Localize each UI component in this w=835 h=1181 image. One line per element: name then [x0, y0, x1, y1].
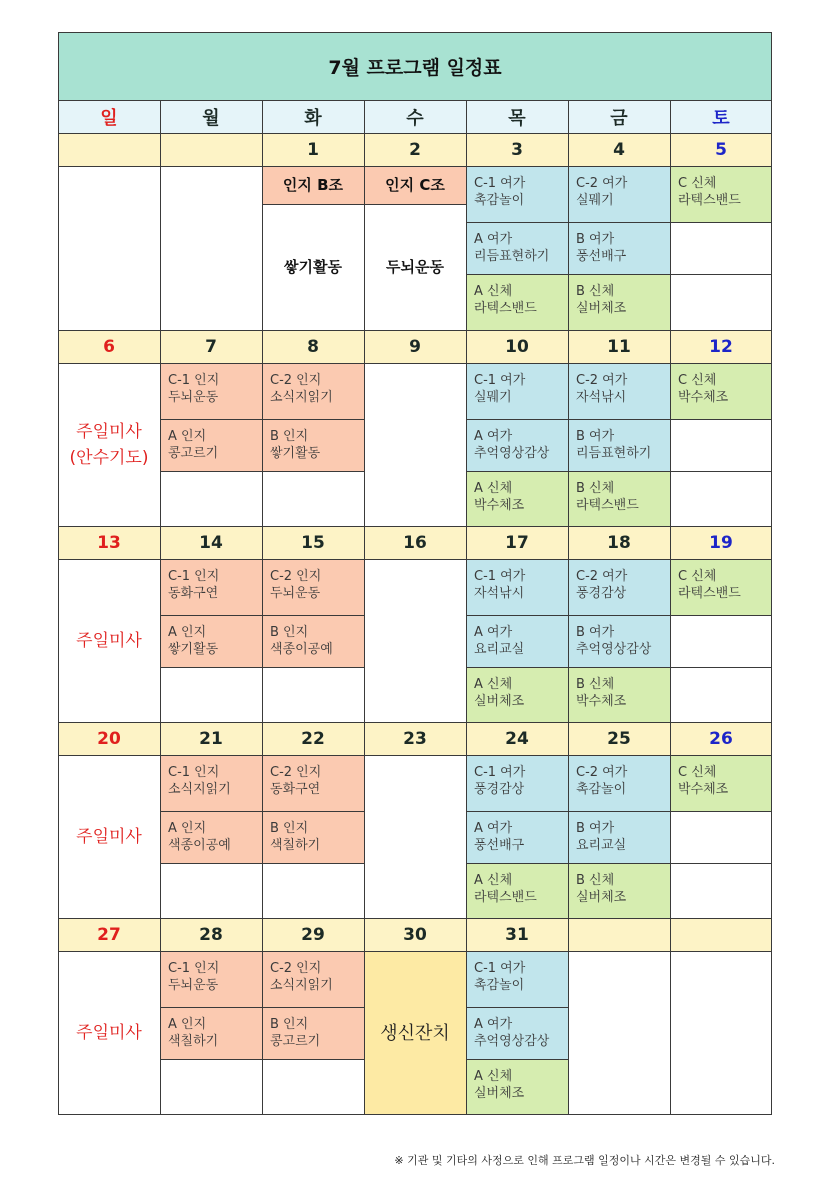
date-cell: 30 [364, 918, 466, 951]
date-cell: 9 [364, 330, 466, 363]
program-cell: A 인지 쌓기활동 [160, 615, 262, 667]
date-cell: 26 [670, 722, 772, 755]
date-cell: 2 [364, 133, 466, 166]
day-header-fri: 금 [568, 100, 670, 133]
date-cell: 19 [670, 526, 772, 559]
program-cell: C-2 인지 소식지읽기 [262, 363, 364, 419]
date-cell: 7 [160, 330, 262, 363]
program-cell: C 신체 박수체조 [670, 363, 772, 419]
group-header: 인지 C조 [364, 166, 466, 204]
group-header: 인지 B조 [262, 166, 364, 204]
program-cell: A 여가 추억영상감상 [466, 419, 568, 471]
program-cell: B 여가 풍선배구 [568, 222, 670, 274]
day-header-sun: 일 [58, 100, 160, 133]
date-cell: 20 [58, 722, 160, 755]
program-cell: C 신체 라텍스밴드 [670, 559, 772, 615]
birthday-party-event: 생신잔치 [364, 951, 466, 1115]
activity-cell: 쌓기활동 [284, 257, 342, 276]
program-cell: C-1 여가 촉감놀이 [466, 951, 568, 1007]
program-cell: A 여가 요리교실 [466, 615, 568, 667]
program-cell: B 인지 색종이공예 [262, 615, 364, 667]
sunday-mass: 주일미사 [76, 630, 142, 651]
date-cell: 28 [160, 918, 262, 951]
date-cell: 3 [466, 133, 568, 166]
program-cell: C-1 인지 동화구연 [160, 559, 262, 615]
date-cell: 16 [364, 526, 466, 559]
day-header-thu: 목 [466, 100, 568, 133]
program-cell: C-2 여가 실뭬기 [568, 166, 670, 222]
date-cell: 8 [262, 330, 364, 363]
program-cell: A 인지 색칠하기 [160, 1007, 262, 1059]
date-cell: 21 [160, 722, 262, 755]
date-cell: 15 [262, 526, 364, 559]
program-cell: B 인지 쌓기활동 [262, 419, 364, 471]
date-cell: 25 [568, 722, 670, 755]
program-cell: C-2 여가 촉감놀이 [568, 755, 670, 811]
program-cell: C-2 인지 동화구연 [262, 755, 364, 811]
page-title: 7월 프로그램 일정표 [58, 32, 772, 100]
program-cell: B 신체 박수체조 [568, 667, 670, 722]
program-cell: A 인지 색종이공예 [160, 811, 262, 863]
program-cell: A 여가 풍선배구 [466, 811, 568, 863]
program-cell: A 신체 실버체조 [466, 667, 568, 722]
program-cell: C-1 여가 자석낚시 [466, 559, 568, 615]
program-cell: B 여가 요리교실 [568, 811, 670, 863]
program-cell: A 신체 실버체조 [466, 1059, 568, 1115]
day-header-sat: 토 [670, 100, 772, 133]
program-cell: A 신체 라텍스밴드 [466, 863, 568, 918]
footnote: ※ 기관 및 기타의 사정으로 인해 프로그램 일정이나 시간은 변경될 수 있습니다. [394, 1154, 775, 1167]
program-cell: C-1 여가 실뭬기 [466, 363, 568, 419]
date-cell: 29 [262, 918, 364, 951]
date-cell: 4 [568, 133, 670, 166]
date-cell: 1 [262, 133, 364, 166]
date-cell: 17 [466, 526, 568, 559]
date-cell: 10 [466, 330, 568, 363]
program-cell: C-1 인지 소식지읽기 [160, 755, 262, 811]
program-cell: B 신체 라텍스밴드 [568, 471, 670, 526]
program-cell: B 여가 리듬표현하기 [568, 419, 670, 471]
activity-cell: 두뇌운동 [386, 257, 444, 276]
program-cell: A 인지 콩고르기 [160, 419, 262, 471]
program-cell: B 인지 콩고르기 [262, 1007, 364, 1059]
program-cell: B 인지 색칠하기 [262, 811, 364, 863]
schedule-table [58, 32, 772, 1115]
date-cell: 5 [670, 133, 772, 166]
program-cell: C 신체 박수체조 [670, 755, 772, 811]
date-cell: 11 [568, 330, 670, 363]
program-cell: C-2 여가 풍경감상 [568, 559, 670, 615]
sunday-mass: 주일미사 [76, 1023, 142, 1043]
date-cell: 14 [160, 526, 262, 559]
date-cell: 22 [262, 722, 364, 755]
program-cell: A 여가 리듬표현하기 [466, 222, 568, 274]
day-header-wed: 수 [364, 100, 466, 133]
program-cell: C-1 여가 촉감놀이 [466, 166, 568, 222]
date-cell: 18 [568, 526, 670, 559]
date-cell: 6 [58, 330, 160, 363]
program-cell: A 여가 추억영상감상 [466, 1007, 568, 1059]
program-cell: C-2 여가 자석낚시 [568, 363, 670, 419]
table-grid [58, 32, 772, 1115]
program-cell: A 신체 라텍스밴드 [466, 274, 568, 330]
date-cell: 13 [58, 526, 160, 559]
program-cell: A 신체 박수체조 [466, 471, 568, 526]
date-cell: 12 [670, 330, 772, 363]
day-header-tue: 화 [262, 100, 364, 133]
sunday-mass: 주일미사 [76, 826, 142, 847]
program-cell: C 신체 라텍스밴드 [670, 166, 772, 222]
day-header-mon: 월 [160, 100, 262, 133]
program-cell: C-1 인지 두뇌운동 [160, 363, 262, 419]
program-cell: C-1 인지 두뇌운동 [160, 951, 262, 1007]
program-cell: C-2 인지 소식지읽기 [262, 951, 364, 1007]
sunday-mass: 주일미사 (안수기도) [69, 421, 149, 468]
date-cell: 23 [364, 722, 466, 755]
date-cell: 31 [466, 918, 568, 951]
program-cell: C-2 인지 두뇌운동 [262, 559, 364, 615]
program-cell: B 신체 실버체조 [568, 274, 670, 330]
date-cell: 27 [58, 918, 160, 951]
date-cell: 24 [466, 722, 568, 755]
program-cell: C-1 여가 풍경감상 [466, 755, 568, 811]
program-cell: B 여가 추억영상감상 [568, 615, 670, 667]
program-cell: B 신체 실버체조 [568, 863, 670, 918]
